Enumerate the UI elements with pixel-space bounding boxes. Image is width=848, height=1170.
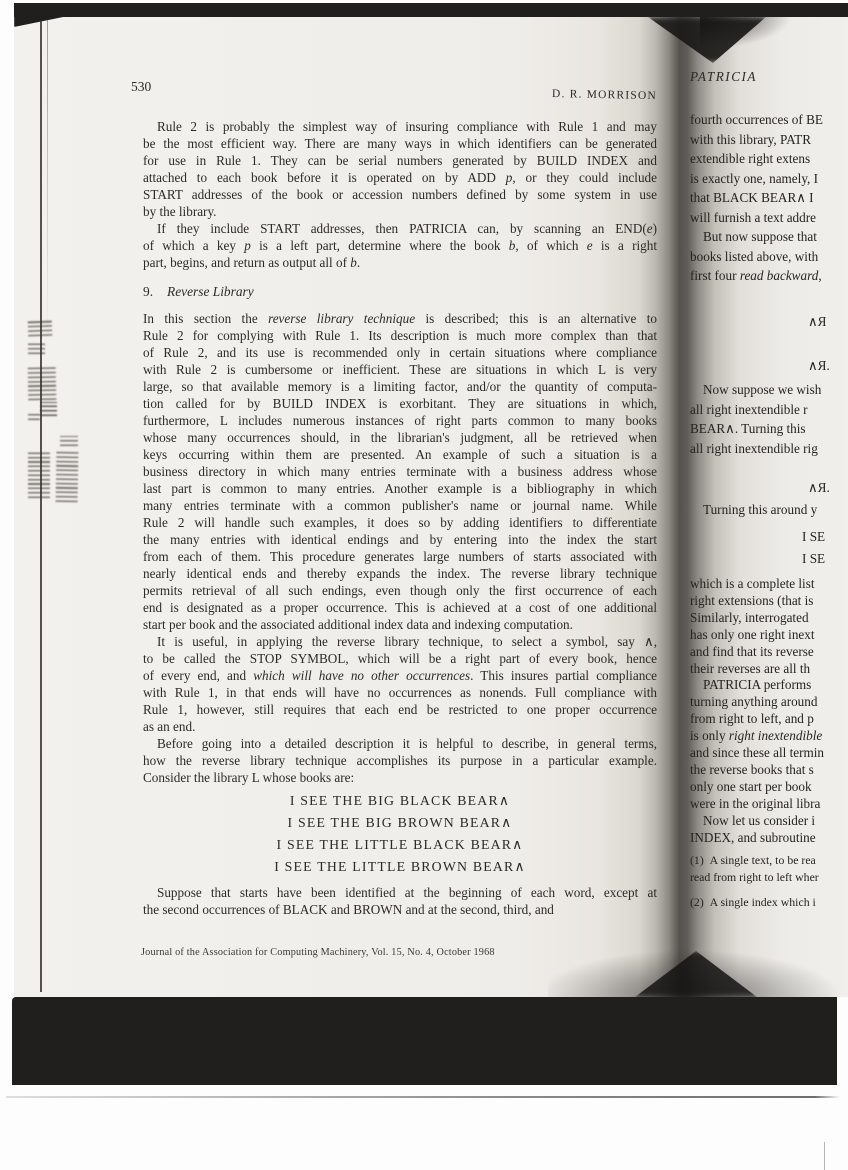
page-number: 530	[131, 79, 152, 94]
body-text-line: with this library, PATR	[690, 131, 812, 147]
book-list-line: I SEE THE BIG BLACK BEAR∧	[289, 793, 511, 808]
left-page-body-text	[143, 118, 657, 918]
body-text-line: how the reverse library technique accomplishes its purpose in a particular example.	[143, 753, 657, 768]
ink-smudge	[28, 366, 57, 400]
paragraph	[690, 576, 848, 847]
body-text-line: Now let us consider i	[703, 812, 816, 828]
body-text-line: Now suppose we wish	[703, 382, 822, 397]
body-text-line: Suppose that starts have been identified at the beginning of each word, except at	[157, 885, 657, 900]
body-text-line: all right inextendible rig	[690, 440, 818, 456]
body-text-line: Similarly, interrogated	[690, 609, 809, 625]
ink-smudge	[28, 412, 40, 420]
book-list-line: I SEE THE LITTLE BROWN BEAR∧	[274, 859, 526, 874]
body-text-line: end is designated as a proper occurrence. This is achieved at a cost of one additional	[143, 600, 657, 615]
body-text-line: right extensions (that is	[690, 592, 814, 608]
paragraph	[690, 500, 848, 520]
book-list-line: I SEE THE BIG BROWN BEAR∧	[287, 815, 513, 830]
paragraph	[143, 884, 657, 918]
body-text-line: BEAR∧. Turning this	[690, 421, 806, 436]
body-text-line: ∧Я	[808, 314, 827, 329]
body-text-line: by the library.	[143, 204, 217, 219]
journal-footer: Journal of the Association for Computing Machinery, Vol. 15, No. 4, October 1968	[141, 947, 495, 958]
body-text-line: permits retrieval of all such endings, even though only the first occurrence of each	[143, 583, 657, 598]
body-text-line: and find that its reverse	[690, 643, 814, 659]
page-edge-line	[40, 20, 42, 992]
body-text-line: extendible right extens	[690, 151, 811, 166]
body-text-line: be the most efficient way. There are many ways in which identifiers can be generated	[143, 136, 657, 151]
body-text-line: I SE	[802, 551, 826, 566]
body-text-line: I SE	[802, 529, 826, 544]
body-text-line: has only one right inext	[690, 626, 815, 642]
paragraph	[143, 735, 657, 786]
scan-bottom-border	[12, 997, 837, 1085]
scan-top-border	[14, 3, 848, 17]
body-text-line: But now suppose that	[703, 229, 817, 244]
body-text-line: Rule 2 is probably the simplest way of insuring compliance with Rule 1 and may	[157, 119, 657, 134]
body-text-line: to be called the STOP SYMBOL, which will be a right part of every book, hence	[143, 651, 657, 666]
body-text-line: (2) A single index which i	[690, 895, 816, 909]
book-list	[143, 790, 657, 878]
body-text-line: attached to each book before it is operated on by ADD p, or they could include	[143, 170, 657, 185]
ink-smudge	[28, 452, 50, 498]
body-text-line: all right inextendible r	[690, 401, 808, 417]
ink-smudge	[40, 402, 57, 416]
body-text-line: last part is common to many entries. Another example is a bibliography in which	[143, 481, 657, 496]
body-text-line: whose many occurrences should, in the librarian's judgment, all be retrieved when	[143, 430, 657, 445]
body-text-line: with Rule 1, in that ends will have no occurrences as nonends. Full compliance with	[143, 685, 657, 700]
reversed-text-fragment	[808, 312, 848, 332]
paragraph	[690, 110, 848, 286]
body-text-line: Rule 2 for complying with Rule 1. Its description is much more complex than that	[143, 328, 657, 343]
page-edge-line-faint	[47, 20, 48, 340]
body-text-line: for use in Rule 1. They can be serial numbers generated by BUILD INDEX and	[143, 153, 657, 168]
scan-bottom-right-line	[824, 1142, 825, 1170]
paragraph	[143, 220, 657, 271]
body-text-line: will furnish a text addre	[690, 209, 816, 225]
ink-smudge	[28, 320, 53, 337]
body-text-line: from right to left, and p	[690, 711, 814, 727]
paragraph	[143, 310, 657, 633]
body-text-line: and since these all termin	[690, 745, 825, 761]
section-number: 9.	[143, 284, 154, 299]
ink-smudge	[56, 450, 79, 502]
body-text-line: (1) A single text, to be rea	[690, 853, 816, 867]
paragraph	[690, 380, 848, 458]
body-text-line: If they include START addresses, then PATRICIA can, by scanning an END(e)	[157, 221, 657, 236]
body-text-line: which is a complete list	[690, 576, 815, 591]
body-text-line: only one start per book	[690, 778, 812, 794]
body-text-line: as an end.	[143, 719, 196, 734]
body-text-line: is only right inextendible	[690, 728, 823, 744]
body-text-line: large, so that available memory is a limiting factor, and/or the quantity of computa-	[143, 379, 657, 394]
reversed-text-fragment	[808, 356, 848, 376]
body-text-line: Before going into a detailed description it is helpful to describe, in general terms,	[157, 736, 657, 751]
body-text-line: ∧Я.	[808, 480, 830, 495]
reversed-text-fragment	[802, 527, 848, 547]
body-text-line: Rule 1, however, still requires that each end be restricted to one proper occurrence	[143, 702, 657, 717]
body-text-line: START addresses of the book or accession numbers defined by some system in use	[143, 187, 657, 202]
body-text-line: books listed above, with	[690, 248, 819, 264]
body-text-line: nearly identical ends and thereby expands the index. The reverse library technique	[143, 566, 657, 581]
body-text-line: the second occurrences of BLACK and BROWN and at the second, third, and	[143, 902, 554, 917]
book-list-line: I SEE THE LITTLE BLACK BEAR∧	[276, 837, 524, 852]
body-text-line: ∧Я.	[808, 358, 830, 373]
body-text-line: furthermore, L includes numerous instances of right parts common to many books	[143, 413, 657, 428]
body-text-line: It is useful, in applying the reverse library technique, to select a symbol, say ∧,	[157, 634, 657, 649]
paragraph	[690, 894, 848, 911]
running-head-right: PATRICIA	[690, 69, 757, 84]
reversed-text-fragment	[802, 549, 848, 569]
body-text-line: were in the original libra	[690, 795, 821, 811]
body-text-line: Turning this around y	[703, 502, 818, 517]
body-text-line: the reverse books that s	[690, 761, 814, 777]
section-title: Reverse Library	[167, 284, 254, 299]
section-heading	[143, 283, 657, 300]
body-text-line: that BLACK BEAR∧ I	[690, 190, 814, 205]
body-text-line: read from right to left wher	[690, 869, 819, 884]
body-text-line: is exactly one, namely, I	[690, 170, 819, 186]
reversed-text-fragment	[808, 478, 848, 498]
body-text-line: their reverses are all th	[690, 660, 811, 676]
body-text-line: of every end, and which will have no other occurrences. This insures partial compliance	[143, 668, 657, 683]
paragraph	[143, 633, 657, 735]
body-text-line: of which a key p is a left part, determine where the book b, of which e is a right	[143, 238, 658, 253]
body-text-line: fourth occurrences of BE	[690, 112, 823, 127]
ink-smudge	[28, 342, 45, 354]
body-text-line: INDEX, and subroutine	[690, 829, 816, 845]
body-text-line: Consider the library L whose books are:	[143, 770, 355, 785]
running-head-left: D. R. MORRISON	[551, 88, 658, 103]
body-text-line: start per book and the associated additional index data and indexing computation.	[143, 617, 573, 632]
body-text-line: keys occurring within them are presented. An example of such a situation is a	[143, 447, 657, 462]
body-text-line: from each of them. This procedure generates large numbers of starts associated with	[143, 549, 657, 564]
body-text-line: the many entries with identical endings and by entering into the index the start	[143, 532, 657, 547]
body-text-line: first four read backward,	[690, 268, 822, 283]
body-text-line: many entries terminate with a common publisher's name or journal name. While	[143, 498, 657, 513]
body-text-line: Rule 2 will handle such examples, it does so by adding identifiers to differentiate	[143, 515, 657, 530]
body-text-line: turning anything around	[690, 694, 818, 710]
body-text-line: PATRICIA performs	[703, 677, 812, 693]
paragraph	[690, 852, 848, 885]
body-text-line: In this section the reverse library technique is described; this is an alternative to	[143, 311, 657, 326]
scan-bottom-ruled-line	[6, 1096, 840, 1098]
ink-smudge	[60, 436, 78, 446]
body-text-line: tion called for by BUILD INDEX is exorbitant. They are situations in which,	[143, 396, 657, 411]
body-text-line: business directory in which many entries terminate with a business address whose	[143, 464, 657, 479]
body-text-line: of Rule 2, and its use is recommended only in certain situations where compliance	[143, 345, 657, 360]
body-text-line: with Rule 2 is cumbersome or inefficient. These are situations in which L is very	[143, 362, 657, 377]
paragraph	[143, 118, 657, 220]
right-page-body-text	[690, 17, 848, 980]
body-text-line: part, begins, and return as output all of b.	[143, 255, 361, 270]
